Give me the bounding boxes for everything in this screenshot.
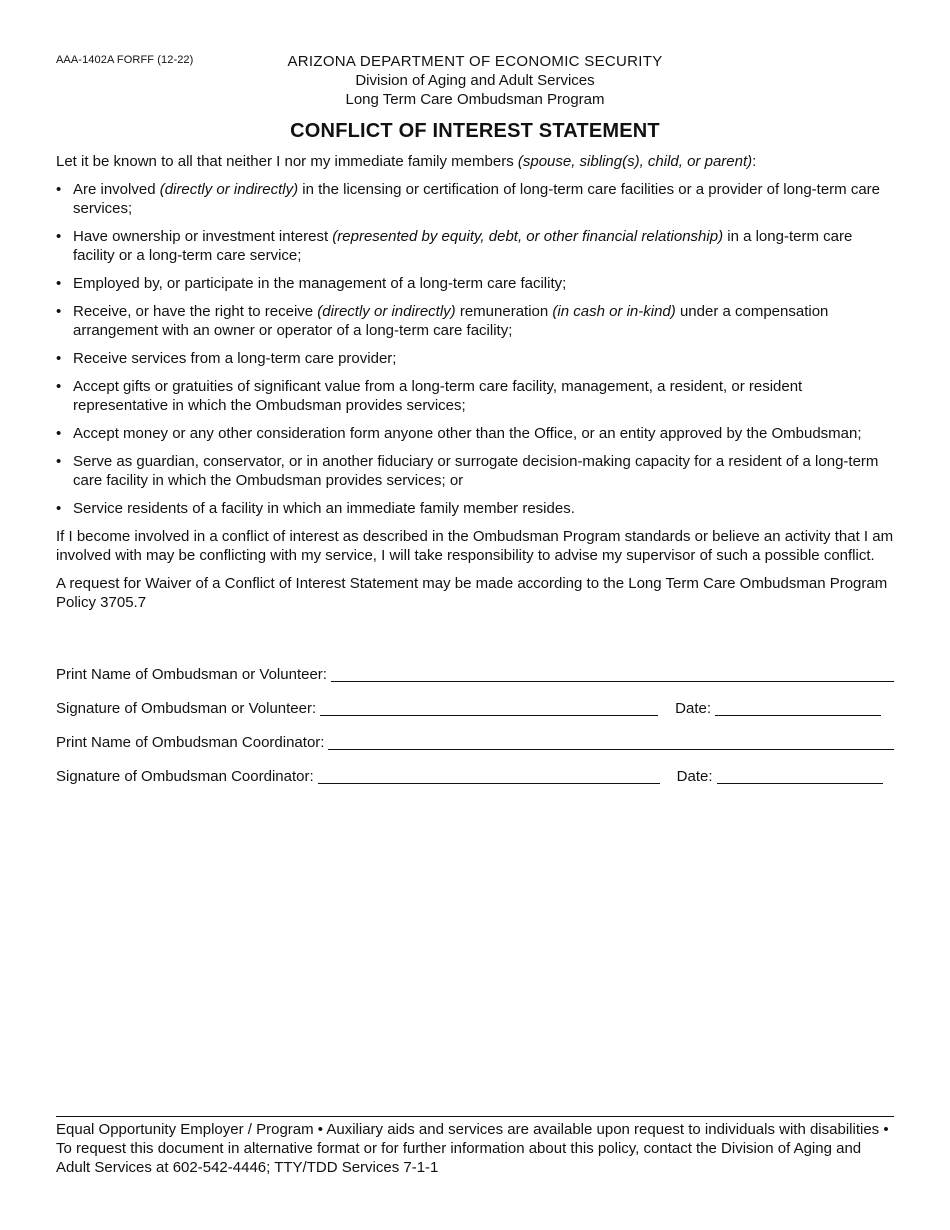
waiver-paragraph: A request for Waiver of a Conflict of Interest Statement may be made according to the Long Term Care Ombudsman Program Policy 3705.7 (56, 575, 888, 611)
conflict-list (56, 180, 896, 518)
date-label-coordinator: Date: (676, 768, 713, 785)
bullet-icon: • (56, 350, 62, 367)
bullet-icon: • (56, 453, 62, 470)
list-item: • Are involved (directly or indirectly) in the licensing or certification of long-term care facilities or a provider of long-term care services; (56, 181, 881, 217)
intro-paragraph: Let it be known to all that neither I nor my immediate family members (spouse, sibling(s), child, or parent): (56, 153, 757, 170)
list-item: • Serve as guardian, conservator, or in another fiduciary or surrogate decision-making capacity for a resident of a long-term care facility in which the Ombudsman provides services; or (56, 453, 879, 489)
signature-volunteer-label: Signature of Ombudsman or Volunteer: (56, 700, 317, 717)
page-title: CONFLICT OF INTEREST STATEMENT (290, 120, 660, 142)
list-item: • Receive services from a long-term care provider; (56, 350, 397, 367)
form-id: AAA-1402A FORFF (12-22) (56, 54, 194, 66)
footer-notice: Equal Opportunity Employer / Program • Auxiliary aids and services are available upon request to individuals with disabilities • To request this document in alternative format or for further information about this policy, contact the Division of Aging and Adult Services at 602-542-4446; TTY/TDD Services 7-1-1 (56, 1116, 894, 1177)
bullet-icon: • (56, 275, 62, 292)
list-item: • Employed by, or participate in the management of a long-term care facility; (56, 275, 567, 292)
bullet-icon: • (56, 181, 62, 198)
signature-volunteer-row (56, 684, 894, 718)
date-coordinator-field[interactable] (717, 766, 883, 784)
list-item: • Receive, or have the right to receive (directly or indirectly) remuneration (in cash or in-kind) under a compensation arrangement with an owner or operator of a long-term care facility; (56, 303, 829, 339)
print-name-coordinator-field[interactable] (328, 732, 894, 750)
division-name: Division of Aging and Adult Services (355, 72, 595, 89)
print-name-volunteer-row (56, 650, 894, 684)
signature-coordinator-field[interactable] (318, 766, 660, 784)
list-item: • Service residents of a facility in which an immediate family member resides. (56, 500, 575, 517)
conflict-paragraph: If I become involved in a conflict of interest as described in the Ombudsman Program standards or believe an activity that I am involved with may be conflicting with my service, I will take responsibility to advise my supervisor of such a possible conflict. (56, 528, 894, 564)
print-name-coordinator-label: Print Name of Ombudsman Coordinator: (56, 734, 325, 751)
bullet-icon: • (56, 500, 62, 517)
bullet-icon: • (56, 378, 62, 395)
signature-coordinator-row (56, 752, 894, 786)
document-header (0, 52, 950, 109)
list-item: • Accept gifts or gratuities of significant value from a long-term care facility, management, a resident, or resident representative in which the Ombudsman provides services; (56, 378, 803, 414)
list-item: • Accept money or any other consideration form anyone other than the Office, or an entity approved by the Ombudsman; (56, 425, 862, 442)
signature-section (56, 650, 894, 786)
signature-coordinator-label: Signature of Ombudsman Coordinator: (56, 768, 314, 785)
agency-name: ARIZONA DEPARTMENT OF ECONOMIC SECURITY (287, 53, 663, 70)
print-name-volunteer-label: Print Name of Ombudsman or Volunteer: (56, 666, 327, 683)
list-item: • Have ownership or investment interest (represented by equity, debt, or other financial relationship) in a long-term care facility or a long-term care service; (56, 228, 853, 264)
program-name: Long Term Care Ombudsman Program (345, 91, 605, 108)
date-label-volunteer: Date: (675, 700, 712, 717)
print-name-coordinator-row (56, 718, 894, 752)
date-volunteer-field[interactable] (715, 698, 881, 716)
statement-body (56, 152, 896, 621)
print-name-volunteer-field[interactable] (331, 664, 894, 682)
bullet-icon: • (56, 228, 62, 245)
bullet-icon: • (56, 425, 62, 442)
signature-volunteer-field[interactable] (320, 698, 658, 716)
bullet-icon: • (56, 303, 62, 320)
